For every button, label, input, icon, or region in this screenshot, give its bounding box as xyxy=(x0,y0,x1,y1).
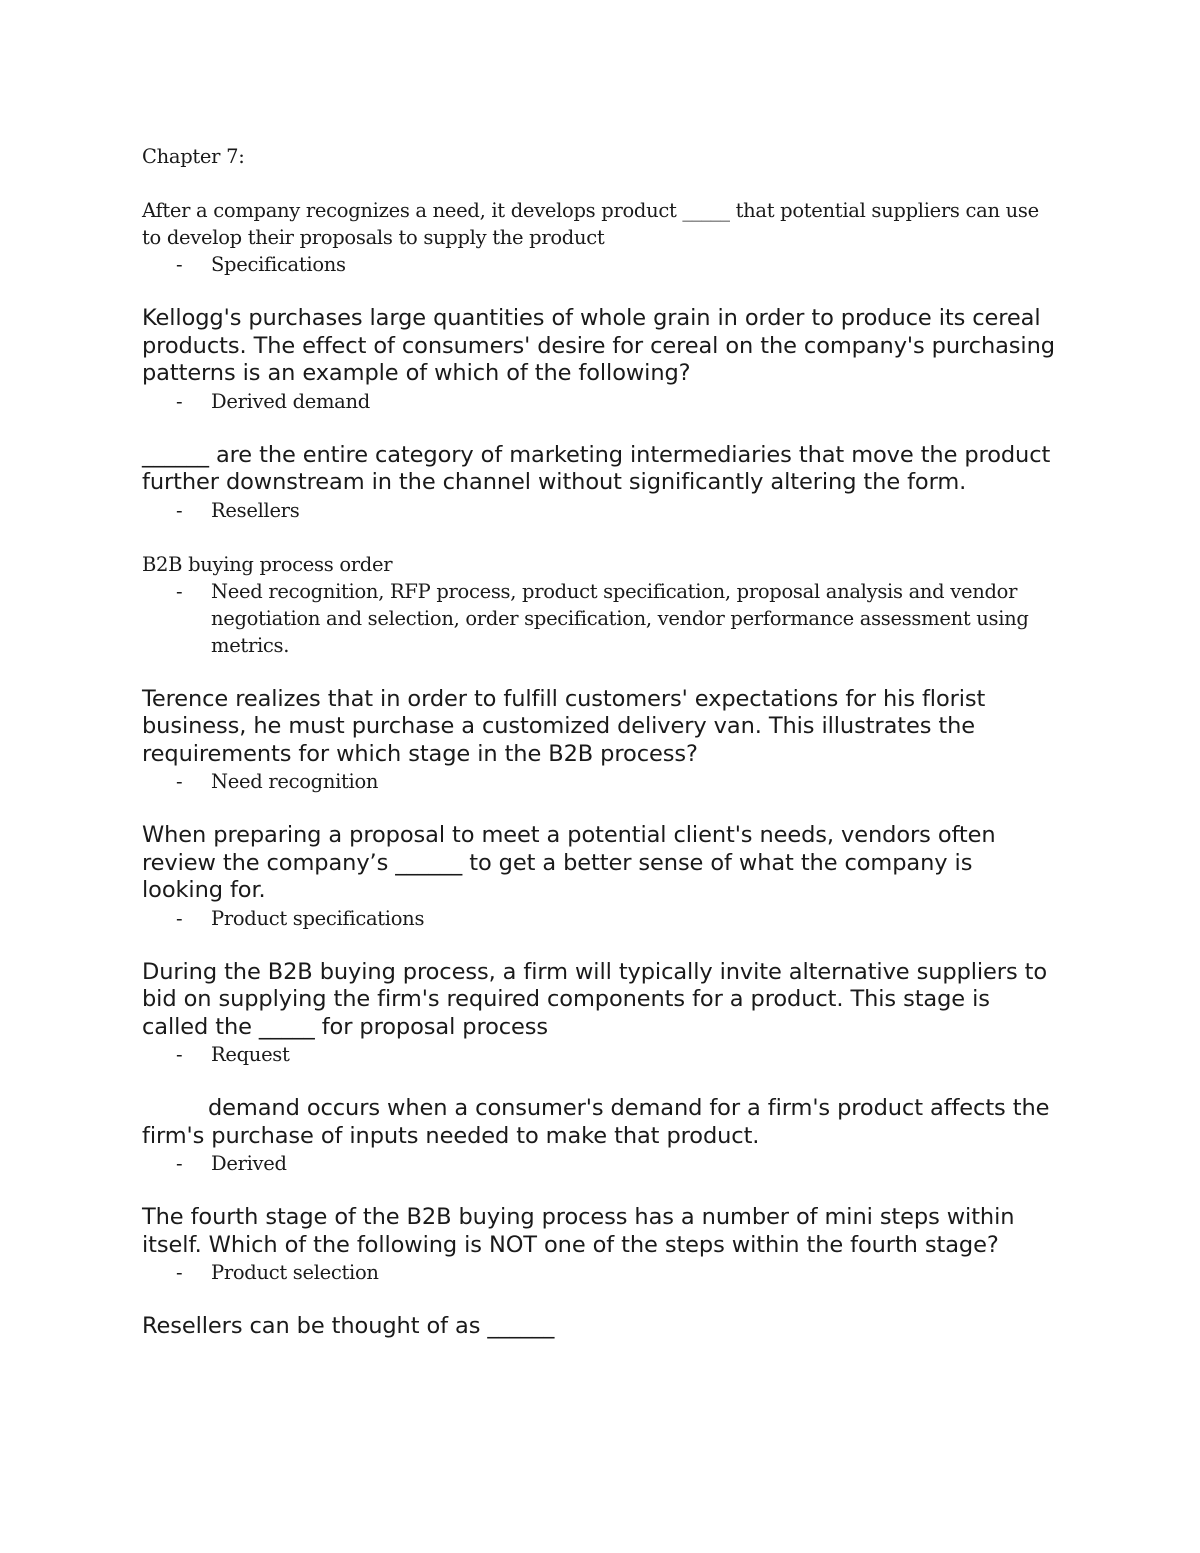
answer-item xyxy=(142,1041,1057,1068)
answer-item xyxy=(142,388,1057,415)
question-text: demand occurs when a consumer's demand for a firm's product affects the firm's purchase of inputs needed to make that product. xyxy=(142,1095,1050,1149)
answer-item xyxy=(142,768,1057,795)
answer-list xyxy=(142,251,1057,278)
answer-text: Product selection xyxy=(211,1261,379,1284)
question-text: The fourth stage of the B2B buying process has a number of mini steps within itself. Which of the following is NOT one of the steps within the fourth stage? xyxy=(142,1204,1015,1258)
answer-item xyxy=(142,251,1057,278)
bullet-dash: - xyxy=(176,389,183,413)
answer-list xyxy=(142,1259,1057,1286)
bullet-dash: - xyxy=(176,1152,183,1175)
document-body xyxy=(142,143,1057,1341)
answer-list xyxy=(142,578,1057,659)
bullet-dash: - xyxy=(176,906,183,930)
answer-list xyxy=(142,1150,1057,1177)
question-text: Terence realizes that in order to fulfill customers' expectations for his florist business, he must purchase a customized delivery van. This illustrates the requirements for which stage in the B2B process? xyxy=(142,685,986,767)
answer-list xyxy=(142,388,1057,415)
answer-text: Need recognition, RFP process, product specification, proposal analysis and vendor negotiation and selection, order specification, vendor performance assessment using metrics. xyxy=(211,579,1029,657)
answer-text: Resellers xyxy=(211,498,300,522)
question-text: After a company recognizes a need, it develops product _____ that potential suppliers can use to develop their proposals to supply the product xyxy=(142,199,1039,249)
question-text: When preparing a proposal to meet a potential client's needs, vendors often review the company’s ______ to get a better sense of what the company is looking for. xyxy=(142,822,996,903)
answer-text: Product specifications xyxy=(211,906,425,930)
answer-list xyxy=(142,768,1057,795)
answer-text: Need recognition xyxy=(211,770,379,793)
chapter-heading: Chapter 7: xyxy=(142,145,245,168)
answer-text: Derived xyxy=(211,1152,287,1175)
bullet-dash: - xyxy=(176,1043,183,1066)
bullet-dash: - xyxy=(176,498,183,522)
answer-text: Specifications xyxy=(211,253,346,276)
answer-text: Request xyxy=(211,1043,290,1066)
answer-item xyxy=(142,497,1057,524)
answer-list xyxy=(142,1041,1057,1068)
bullet-dash: - xyxy=(176,770,183,793)
question-text: Kellogg's purchases large quantities of whole grain in order to produce its cereal products. The effect of consumers' desire for cereal on the company's purchasing patterns is an example of which of the following? xyxy=(142,305,1055,386)
bullet-dash: - xyxy=(176,1261,183,1284)
bullet-dash: - xyxy=(176,253,183,276)
answer-item xyxy=(142,1259,1057,1286)
answer-text: Derived demand xyxy=(211,389,370,413)
answer-list xyxy=(142,497,1057,524)
answer-item xyxy=(142,1150,1057,1177)
answer-item xyxy=(142,578,1057,659)
answer-item xyxy=(142,905,1057,932)
question-text: ______ are the entire category of marketing intermediaries that move the product further downstream in the channel without significantly altering the form. xyxy=(142,441,1051,495)
bullet-dash: - xyxy=(176,579,183,603)
question-text: Resellers can be thought of as ______ xyxy=(142,1313,555,1339)
answer-list xyxy=(142,905,1057,932)
question-text: B2B buying process order xyxy=(142,552,393,576)
question-text: During the B2B buying process, a firm will typically invite alternative suppliers to bid on supplying the firm's required components for a product. This stage is called the _____ for proposal process xyxy=(142,958,1048,1040)
